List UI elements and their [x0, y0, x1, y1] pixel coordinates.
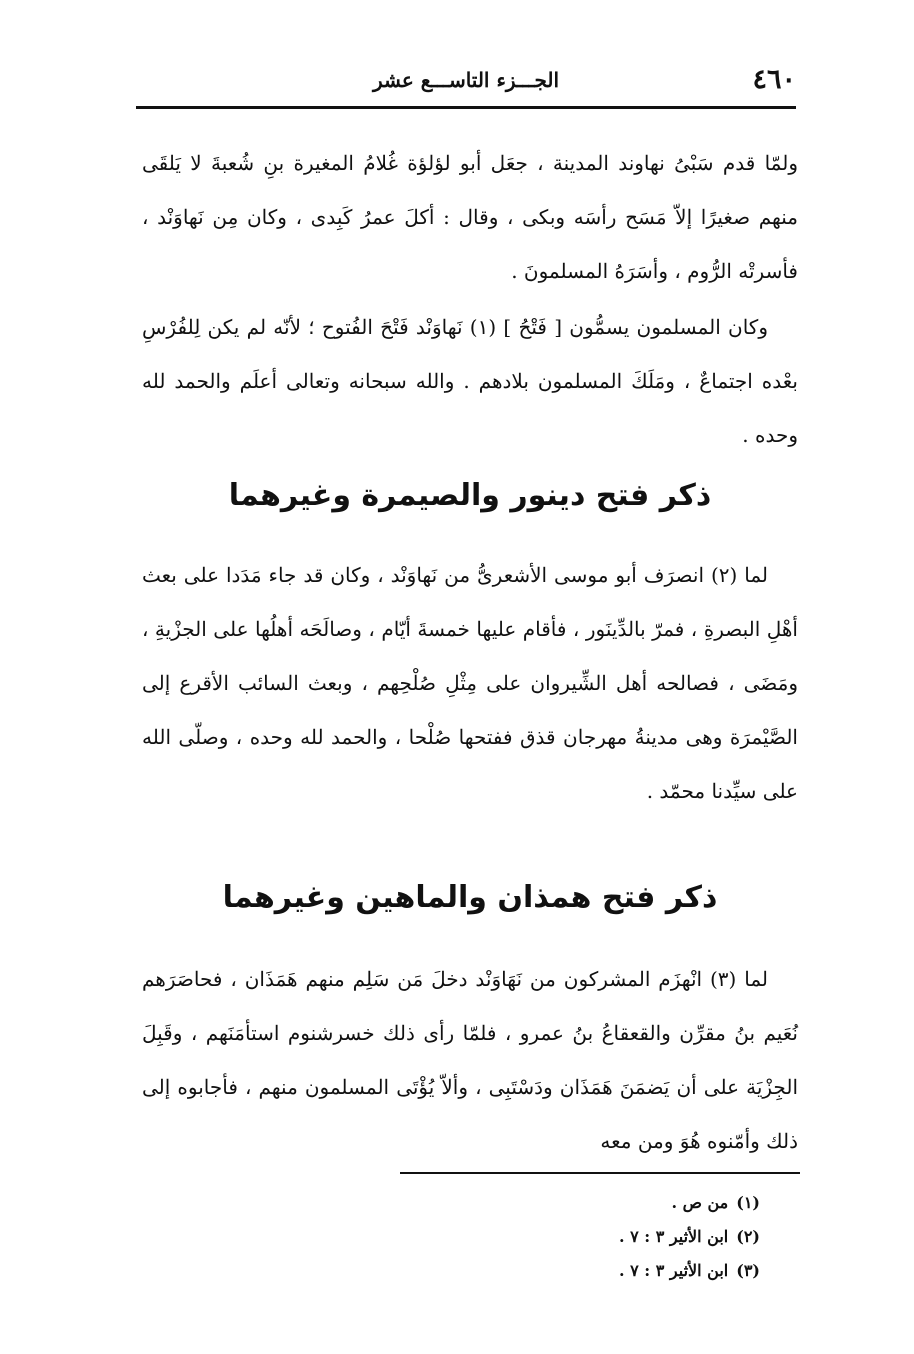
footnote-text: ابن الأثير ٣ : ٧ . — [618, 1261, 729, 1280]
footnote-3 — [400, 1254, 760, 1288]
running-title: الجـــزء التاســـع عشر — [372, 68, 560, 92]
footnote-2 — [400, 1220, 760, 1254]
paragraph-3: لما (٢) انصرَف أبو موسى الأشعرىُّ من نَهاوَنْد ، وكان قد جاء مَدَدا على بعث أهْلِ البصرةِ ، فمرّ بالدِّينَور ، فأقام عليها خمسةَ أيّام ، وصالَحَه أهلُها على الجزْيةِ ، ومَضَى ، فصالحه أهل الشِّيروان على مِثْلِ صُلْحِهم ، وبعث السائب الأقرع إلى الصَّيْمرَة وهى مدينةُ مهرجان قذق ففتحها صُلْحا ، والحمد لله وحده ، وصلّى الله على سيِّدنا محمّد . — [142, 563, 798, 803]
footnote-number: (١) — [736, 1193, 760, 1212]
header-rule — [136, 106, 796, 109]
paragraph-1: ولمّا قدم سَبْىُ نهاوند المدينة ، جعَل أبو لؤلؤة غُلامُ المغيرة بنِ شُعبةَ لا يَلقَى منهم صغيرًا إلاّ مَسَح رأسَه وبكى ، وقال : أكلَ عمرُ كَبِدى ، وكان مِن نَهاوَنْد ، فأسرتْه الرُّوم ، وأسَرَهُ المسلمونَ . — [142, 151, 798, 283]
footnote-text: ابن الأثير ٣ : ٧ . — [618, 1227, 729, 1246]
paragraph-4: لما (٣) انْهزَم المشركون من نَهَاوَنْد دخلَ مَن سَلِم منهم هَمَذَان ، فحاصَرَهم نُعَيم بنُ مقرِّن والقعقاعُ بنُ عمرو ، فلمّا رأى ذلك خسرشنوم استأمَنَهم ، وقَبِلَ الجِزْيَة على أن يَضمَنَ هَمَذَان ودَسْتَبِى ، وألاّ يُؤْتَى المسلمون منهم ، فأجابوه إلى ذلك وأمّنوه هُوَ ومن معه — [142, 967, 798, 1153]
section-heading-hamadan: ذكر فتح همذان والماهين وغيرهما — [222, 880, 718, 915]
footnotes — [400, 1186, 760, 1288]
footnote-rule — [400, 1172, 800, 1174]
page-number: ٤٦٠ — [752, 64, 796, 95]
footnote-text: من ص . — [671, 1193, 729, 1212]
footnote-1 — [400, 1186, 760, 1220]
paragraph-2: وكان المسلمون يسمُّون [ فَتْحُ ] (١) نَهاوَنْد فَتْحَ الفُتوح ؛ لأنّه لم يكن لِلفُرْسِ بعْده اجتماعٌ ، ومَلَكَ المسلمون بلادهم . والله سبحانه وتعالى أعلَم والحمد لله وحده . — [142, 315, 798, 447]
footnote-number: (٣) — [736, 1261, 760, 1280]
section-heading-dinawar: ذكر فتح دينور والصيمرة وغيرهما — [228, 478, 712, 513]
footnote-number: (٢) — [736, 1227, 760, 1246]
page-header — [136, 64, 796, 104]
